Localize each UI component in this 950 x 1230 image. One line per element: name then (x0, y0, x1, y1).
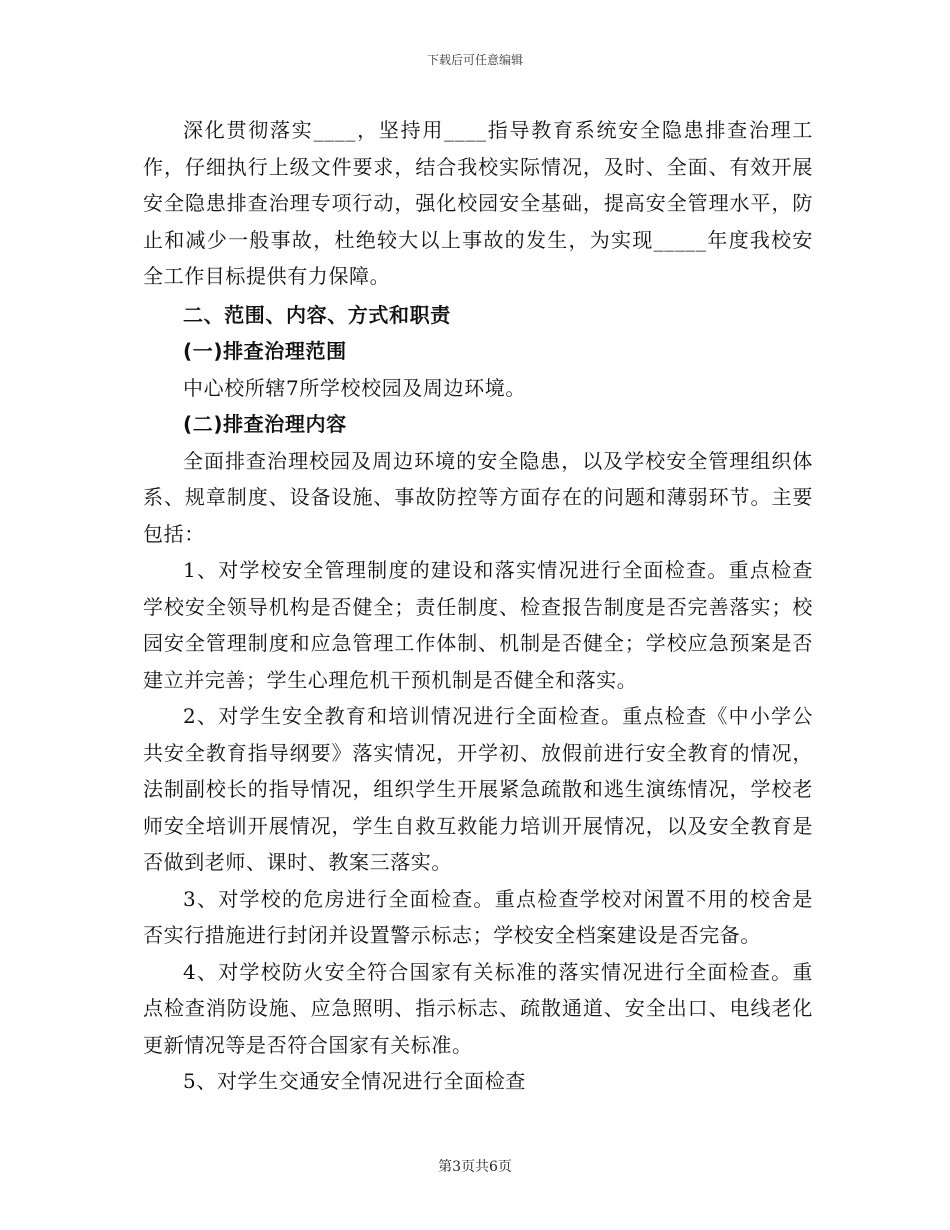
list-item-2: 2、对学生安全教育和培训情况进行全面检查。重点检查《中小学公共安全教育指导纲要》落实情况，开学初、放假前进行安全教育的情况，法制副校长的指导情况，组织学生开展紧急疏散和逃生演练情况，学校老师安全培训开展情况，学生自救互救能力培训开展情况，以及安全教育是否做到老师、课时、教案三落实。 (143, 704, 813, 874)
list-item-5: 5、对学生交通安全情况进行全面检查 (183, 1069, 526, 1093)
list-item-3: 3、对学校的危房进行全面检查。重点检查学校对闲置不用的校舍是否实行措施进行封闭并设置警示标志；学校安全档案建设是否完备。 (143, 886, 813, 947)
list-item-4: 4、对学校防火安全符合国家有关标准的落实情况进行全面检查。重点检查消防设施、应急照明、指示标志、疏散通道、安全出口、电线老化更新情况等是否符合国家有关标准。 (143, 959, 813, 1057)
page-footer: 第3页共6页 (438, 1159, 512, 1175)
subheading-content: (二)排查治理内容 (183, 412, 347, 436)
page-header: 下载后可任意编辑 (426, 53, 523, 67)
document-body (143, 112, 813, 1100)
list-item-1: 1、对学校安全管理制度的建设和落实情况进行全面检查。重点检查学校安全领导机构是否健全；责任制度、检查报告制度是否完善落实；校园安全管理制度和应急管理工作体制、机制是否健全；学校应急预案是否建立并完善；学生心理危机干预机制是否健全和落实。 (143, 558, 813, 692)
content-paragraph: 全面排查治理校园及周边环境的安全隐患，以及学校安全管理组织体系、规章制度、设备设施、事故防控等方面存在的问题和薄弱环节。主要包括： (143, 448, 813, 546)
subheading-scope: (一)排查治理范围 (183, 339, 347, 363)
scope-paragraph: 中心校所辖7所学校校园及周边环境。 (183, 375, 526, 400)
section-heading-scope: 二、范围、内容、方式和职责 (183, 302, 451, 327)
intro-paragraph: 深化贯彻落实____，坚持用____指导教育系统安全隐患排查治理工作，仔细执行上级文件要求，结合我校实际情况，及时、全面、有效开展安全隐患排查治理专项行动，强化校园安全基础，提高安全管理水平，防止和减少一般事故，杜绝较大以上事故的发生，为实现_____年度我校安全工作目标提供有力保障。 (143, 118, 813, 288)
